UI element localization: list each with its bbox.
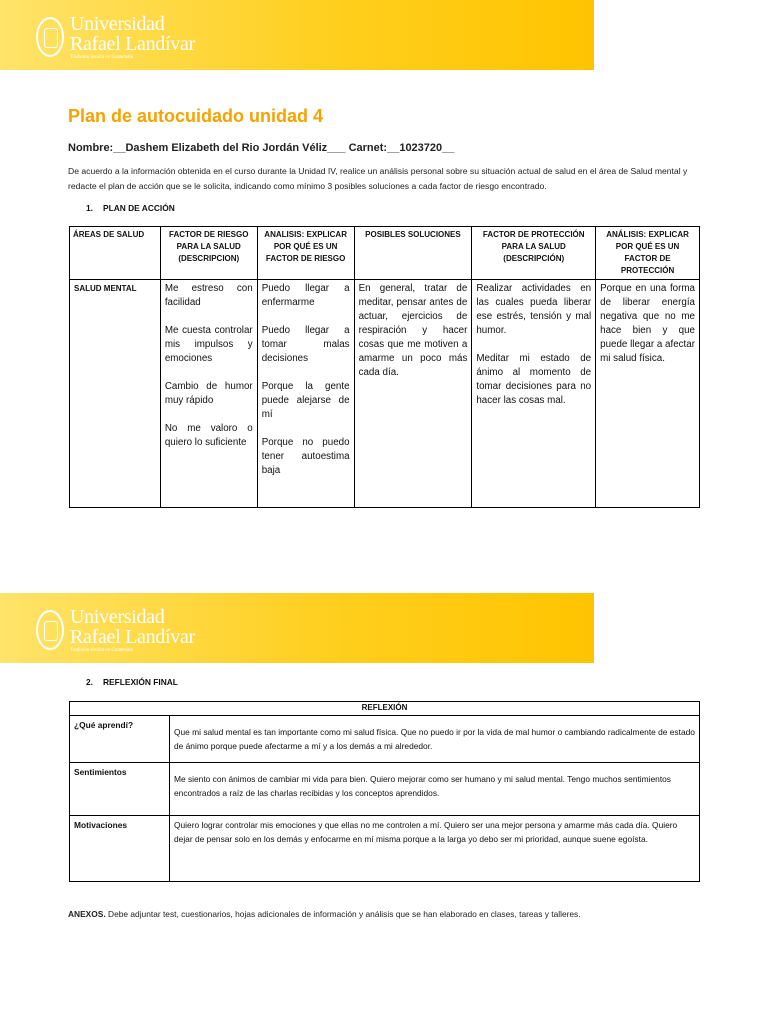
reflection-text-content: Quiero lograr controlar mis emociones y que ellas no me controlen a mí. Quiero ser una mejor persona y amarme más cada día. Quiero dejar de pensar solo en los demás y enfocarme en mí misma porque a la larga yo debo ser mi prioridad, aunque suene egoísta. [174,820,678,844]
reflection-header: REFLEXIÓN [70,702,700,716]
logo-line-1: Universidad [70,13,165,35]
logo-tagline: Tradición Jesuita en Guatemala [70,648,133,653]
reflection-label: Motivaciones [70,816,170,882]
reflection-text-content: Que mi salud mental es tan importante como mi salud física. Que no puedo ir por la vida de mal humor o cambiando radicalmente de estado de ánimo porque puede afectarme a mí y a los demás a mi alrededor. [174,727,695,751]
section-title: PLAN DE ACCIÓN [103,203,175,213]
column-header: POSIBLES SOLUCIONES [354,227,472,280]
solutions-cell [354,280,472,508]
table-header-row [70,227,700,280]
risk-item: Cambio de humor muy rápido [164,381,253,406]
risk-item: No me valoro o quiero lo suficiente [164,423,253,448]
student-name-line: Nombre:__Dashem Elizabeth del Rio Jordán Véliz___ Carnet:__1023720__ [68,142,455,154]
table-row [70,280,700,508]
analysis-item: Porque no puedo tener autoestima baja [261,437,350,476]
logo-tagline: Tradición Jesuita en Guatemala [70,55,133,60]
area-cell: SALUD MENTAL [70,280,161,508]
solution-item: En general, tratar de meditar, pensar antes de actuar, ejercicios de respiración y hacer cosas que me motiven a amarme un poco más cada día. [358,283,468,378]
protection-item: Meditar mi estado de ánimo al momento de tomar decisiones para no hacer las cosas mal. [476,353,592,406]
column-header: FACTOR DE PROTECCIÓN PARA LA SALUD (DESCRIPCIÓN) [472,227,596,280]
reflection-text [170,716,700,763]
risk-item: Me cuesta controlar mis impulsos y emociones [164,325,253,364]
action-plan-table [69,226,700,508]
intro-paragraph: De acuerdo a la información obtenida en el curso durante la Unidad IV, realice un análisis personal sobre su situación actual de salud en el área de Salud mental y redacte el plan de acción que se le solicita, indicando como mínimo 3 posibles soluciones a cada factor de riesgo encontrado. [68,166,688,191]
document-title: Plan de autocuidado unidad 4 [68,106,324,126]
reflection-table [69,701,700,882]
column-header: ANALISIS: EXPLICAR POR QUÉ ES UN FACTOR DE RIESGO [257,227,354,280]
reflection-label: ¿Qué aprendí? [70,716,170,763]
risk-factor-cell [160,280,257,508]
analysis-item: Porque la gente puede alejarse de mí [261,381,350,420]
reflection-text [170,816,700,882]
section-number: 2. [86,677,93,687]
section-title: REFLEXIÓN FINAL [103,677,178,687]
logo-line-2: Rafael Landívar [70,33,195,55]
table-row [70,716,700,763]
reflection-text-content: Me siento con ánimos de cambiar mi vida para bien. Quiero mejorar como ser humano y mi salud mental. Tengo muchos sentimientos encontrados a raíz de las charlas recibidas y los conceptos aprendidos. [174,774,671,798]
logo-line-2: Rafael Landívar [70,626,195,648]
column-header: ANÁLISIS: EXPLICAR POR QUÉ ES UN FACTOR DE PROTECCIÓN [596,227,700,280]
protection-analysis-cell [596,280,700,508]
table-header-row [70,702,700,716]
header-banner [0,593,594,663]
risk-analysis-cell [257,280,354,508]
annexes-text: Debe adjuntar test, cuestionarios, hojas adicionales de información y análisis que se han elaborado en clases, tareas y talleres. [105,909,581,919]
logo-line-1: Universidad [70,606,165,628]
university-seal-icon [36,610,64,650]
annexes-note [68,909,581,919]
annexes-label: ANEXOS. [68,909,106,919]
protection-analysis-item: Porque en una forma de liberar energía negativa que no me hace bien y que puede llegar a afectar mi salud física. [600,283,695,364]
university-logo [36,14,195,60]
header-banner [0,0,594,70]
table-row [70,816,700,882]
reflection-text [170,763,700,816]
section-plan-heading [86,203,175,213]
protection-item: Realizar actividades en las cuales pueda liberar ese estrés, tensión y mal humor. [476,283,592,336]
column-header: FACTOR DE RIESGO PARA LA SALUD (DESCRIPCION) [160,227,257,280]
reflection-label: Sentimientos [70,763,170,816]
section-reflection-heading [86,677,178,687]
analysis-item: Puedo llegar a enfermarme [261,283,350,308]
table-row [70,763,700,816]
section-number: 1. [86,203,93,213]
university-logo [36,607,195,653]
analysis-item: Puedo llegar a tomar malas decisiones [261,325,350,364]
risk-item: Me estreso con facilidad [164,283,253,308]
protection-factor-cell [472,280,596,508]
university-seal-icon [36,17,64,57]
column-header: ÁREAS DE SALUD [70,227,161,280]
